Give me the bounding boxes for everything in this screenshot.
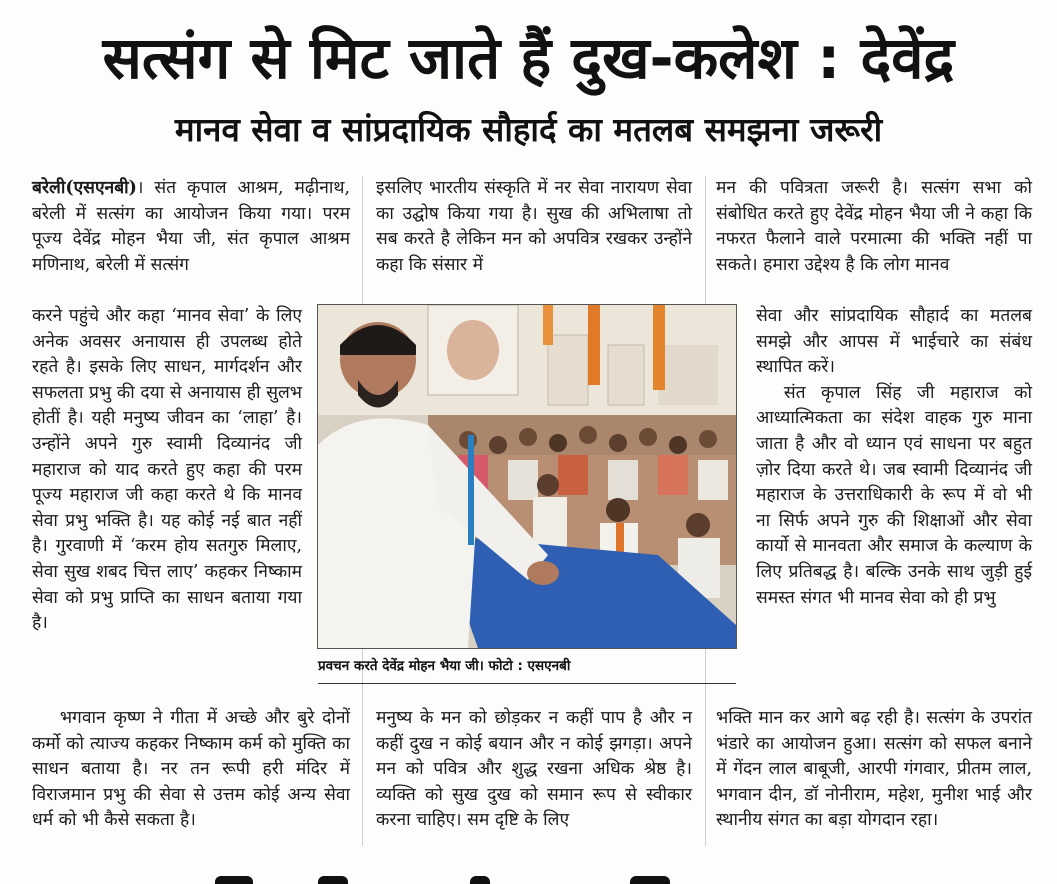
- satsang-photo-illustration: [318, 305, 736, 648]
- next-article-headline-fragment: [0, 862, 1057, 884]
- article-text: इसलिए भारतीय संस्कृति में नर सेवा नारायण सेवा का उद्घोष किया गया है। सुख की अभिलाषा तो सब करते है लेकिन मन को अपवित्र रखकर उन्होंने कहा कि संसार में: [376, 178, 692, 275]
- article-text: मन की पवित्रता जरूरी है। सत्संग सभा को संबोधित करते हुए देवेंद्र मोहन भैया जी ने कहा कि नफरत फैलाने वाले परमात्मा की भक्ति नहीं पा सकते। हमारा उद्देश्य है कि लोग मानव: [716, 178, 1032, 275]
- article-column-3-wrap: [756, 304, 1032, 611]
- article-text: सेवा और सांप्रदायिक सौहार्द का मतलब समझे और आपस में भाईचारे का संबंध स्थापित करें।: [756, 306, 1032, 378]
- article-photo: [318, 305, 736, 648]
- article-text: करने पहुंचे और कहा ‘मानव सेवा’ के लिए अनेक अवसर अनायास ही उपलब्ध होते रहते है। इसके लिए साधन, मार्गदर्शन और सफलता प्रभु की दया से अनायास ही सुलभ होतीं है। यही मनुष्य जीवन का ‘लाहा’ है। उन्होंने अपने गुरु स्वामी दिव्यानंद जी महाराज को याद करते हुए कहा की परम पूज्य महाराज जी कहा करते थे कि मानव सेवा प्रभु भक्ति है। यह कोई नई बात नहीं है। गुरवाणी में ‘करम होय सतगुरु मिलाए, सेवा सुख शबद चित्त लाए’ कहकर निष्काम सेवा को प्रभु प्राप्ति का साधन बताया गया है।: [32, 306, 302, 634]
- dateline: बरेली(एसएनबी): [32, 178, 137, 198]
- article-column-1-bottom: [32, 706, 350, 834]
- photo-caption: प्रवचन करते देवेंद्र मोहन भैया जी। फोटो : एसएनबी: [318, 658, 571, 674]
- article-column-1-wrap: [32, 304, 302, 637]
- article-text: मनुष्य के मन को छोड़कर न कहीं पाप है और न कहीं दुख न कोई बयान और न कोई झगड़ा। अपने मन को पवित्र और शुद्ध रखना अधिक श्रेष्ठ है। व्यक्ति को सुख दुख को समान रूप से स्वीकार करना चाहिए। सम दृष्टि के लिए: [376, 708, 692, 831]
- article-text: । संत कृपाल आश्रम, मढ़ीनाथ, बरेली में सत्संग का आयोजन किया गया। परम पूज्य देवेंद्र मोहन भैया जी, संत कृपाल आश्रम मणिनाथ, बरेली में सत्संग: [32, 178, 350, 275]
- article-column-1-top: [32, 176, 350, 278]
- article-column-2-bottom: [376, 706, 692, 834]
- article-paragraph: संत कृपाल सिंह जी महाराज को आध्यात्मिकता का संदेश वाहक गुरु माना जाता है और वो ध्यान एवं साधना पर बहुत ज़ोर दिया करते थे। जब स्वामी दिव्यानंद जी महाराज के उत्तराधिकारी के रूप में वो भी ना सिर्फ अपने गुरु की शिक्षाओं और सेवा कार्यो से मानवता और समाज के कल्याण के लिए प्रतिबद्ध है। बल्कि उनके साथ जुड़ी हुई समस्त संगत भी मानव सेवा को ही प्रभु: [756, 382, 1032, 608]
- article-paragraph: भगवान कृष्ण ने गीता में अच्छे और बुरे दोनों कर्मो को त्याज्य कहकर निष्काम कर्म को मुक्ति का साधन बताया है। नर तन रूपी हरी मंदिर में विराजमान प्रभु की सेवा से उत्तम कोई अन्य सेवा धर्म को भी कैसे सकता है।: [32, 708, 350, 831]
- article-column-2-top: [376, 176, 692, 278]
- article-text: भक्ति मान कर आगे बढ़ रही है। सत्संग के उपरांत भंडारे का आयोजन हुआ। सत्संग को सफल बनाने में गेंदन लाल बाबूजी, आरपी गंगवार, प्रीतम लाल, भगवान दीन, डॉ नोनीराम, महेश, मुनीश भाई और स्थानीय संगत का बड़ा योगदान रहा।: [716, 708, 1032, 831]
- article-column-3-top: [716, 176, 1032, 278]
- headline: सत्संग से मिट जाते हैं दुख-कलेश : देवेंद्र: [102, 24, 955, 92]
- subheadline: मानव सेवा व सांप्रदायिक सौहार्द का मतलब समझना जरूरी: [174, 110, 883, 149]
- article-column-3-bottom: [716, 706, 1032, 834]
- caption-divider: [318, 683, 736, 684]
